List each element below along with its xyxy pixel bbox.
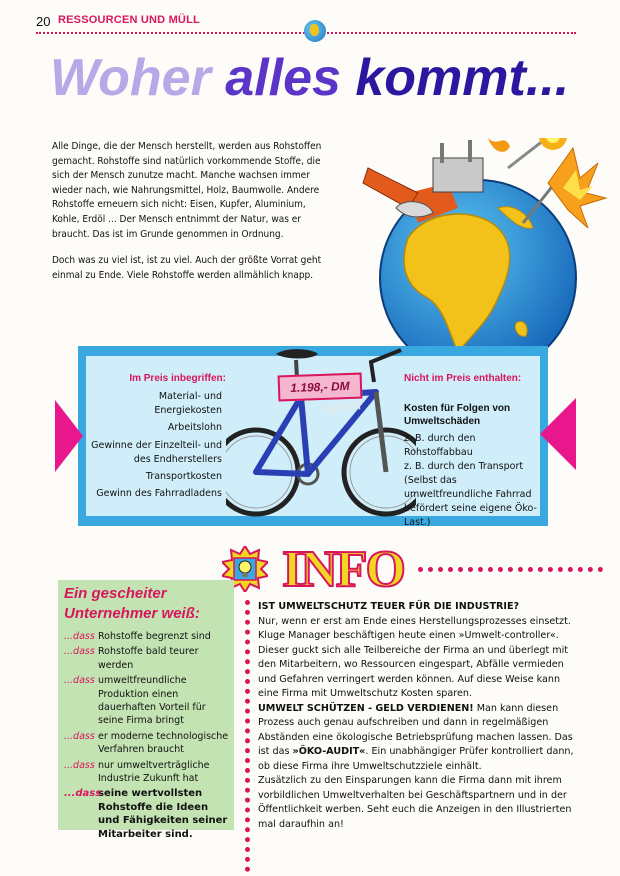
price-tag: 1.198,- DM [278, 373, 363, 402]
excluded-list [404, 432, 544, 530]
title-word-2: alles [225, 49, 341, 107]
list-prefix: ...dass [64, 730, 95, 742]
intro-paragraph-1: Alle Dinge, die der Mensch herstellt, werden aus Rohstoffen gemacht. Rohstoffe sind natürlich vorkommende Stoffe, die sich der Mensch zunutze macht. Manche wachsen immer wieder nach, wie Nahrungsmittel, Holz, Baumwolle. Andere Rohstoffe erneuern sich nicht: Eisen, Kupfer, Aluminium, Kohle, Erdöl ... Der Mensch entnimmt der Natur, was er braucht. Das ist im Grunde genommen in Ordnung. [52, 141, 322, 240]
included-item: Transportkosten [145, 471, 222, 483]
page-number: 20 [36, 14, 51, 29]
oeko-audit-term: »ÖKO-AUDIT« [292, 746, 366, 757]
page-header [36, 10, 586, 32]
intro-paragraph-2: Doch was zu viel ist, ist zu viel. Auch der größte Vorrat geht einmal zu Ende. Viele Rohstoffe werden allmählich knapp. [52, 255, 322, 281]
entrepreneur-list [64, 630, 232, 843]
title-word-1: Woher [50, 49, 211, 107]
info-text [258, 600, 574, 832]
info-paragraph-3: Zusätzlich zu den Einsparungen kann die Firma dann mit ihrem vorbildlichen Umweltverhalten bei Geschäftspartnern und in der Öffentlichkeit werben. Seht euch die Anzeigen in den Illustrierten mal daraufhin an! [258, 775, 572, 830]
excluded-subheading: Kosten für Folgen von Umweltschäden [404, 403, 511, 427]
included-item: Gewinne der Einzelteil- und des Endherstellers [91, 439, 222, 465]
bicycle-illustration [226, 342, 416, 522]
right-pointer-triangle [540, 398, 576, 470]
list-item: ...dass er moderne technologische Verfahren braucht [64, 730, 229, 756]
page-title [50, 48, 569, 108]
list-item: ...dass Rohstoffe bald teurer werden [64, 646, 199, 671]
info-vertical-dots [245, 600, 250, 872]
title-word-3: kommt [355, 49, 526, 107]
list-prefix: ...dass [64, 646, 95, 658]
title-ellipsis: ... [525, 49, 570, 107]
excluded-item: (Selbst das umweltfreundliche Fahrrad befördert seine eigene Öko-Last.) [404, 475, 537, 528]
included-heading: Im Preis inbegriffen: [129, 373, 226, 384]
list-item: ...dass nur umweltverträgliche Industrie Zukunft hat [64, 759, 210, 785]
left-pointer-triangle [55, 400, 83, 472]
excluded-heading: Nicht im Preis enthalten: [404, 373, 522, 384]
list-prefix: ...dass [64, 788, 102, 800]
included-item: Arbeitslohn [167, 422, 222, 434]
list-item: ...dass Rohstoffe begrenzt sind [64, 631, 211, 642]
included-list [90, 390, 222, 504]
entrepreneur-heading: Ein gescheiter Unternehmer weiß: [64, 585, 200, 622]
info-subheading-1: IST UMWELTSCHUTZ TEUER FÜR DIE INDUSTRIE? [258, 601, 520, 612]
included-item: Material- und Energiekosten [154, 391, 222, 417]
excluded-item: z. B. durch den Transport [404, 461, 524, 472]
list-item: ...dass seine wertvollsten Rohstoffe die Ideen und Fähigkeiten seiner Mitarbeiter sind. [64, 788, 228, 840]
intro-text [52, 140, 322, 295]
svg-text:SCOTT: SCOTT [324, 399, 364, 417]
list-prefix: ...dass [64, 675, 95, 687]
info-dotted-line [418, 567, 603, 572]
excluded-item: z. B. durch den Rohstoffabbau [404, 433, 476, 458]
list-item: ...dass umweltfreundliche Produktion einen dauerhaften Vorteil für seine Firma bringt [64, 675, 206, 727]
list-prefix: ...dass [64, 631, 95, 642]
included-item: Gewinn des Fahrradladens [96, 488, 222, 500]
info-paragraph-1: Nur, wenn er erst am Ende eines Herstellungsprozesses einsetzt. Kluge Manager beschäftigen heute einen »Umwelt-controller«. Dieser guckt sich alle Teilbereiche der Firma an und überlegt mit den Mitarbeitern, wo Ressourcen eingespart, Abfälle vermieden und Gefahren verringert werden können. Auf diese Weise kann eine Firma mit Umweltschutz Kosten sparen. [258, 615, 571, 699]
info-subheading-2: UMWELT SCHÜTZEN - GELD VERDIENEN! [258, 702, 474, 714]
info-heading: INFO [282, 541, 404, 598]
info-paragraph-2: UMWELT SCHÜTZEN - GELD VERDIENEN! Man kann diesen Prozess auch genau aufschreiben und dann in regelmäßigen Abständen eine ökologische Betriebsprüfung machen lassen. Das ist das »ÖKO-AUDIT«. Ein unabhängiger Prüfer kontrolliert dann, ob diese Firma ihre Umweltschutzziele einhält. [258, 702, 574, 772]
globe-icon [304, 20, 326, 42]
section-title: RESSOURCEN UND MÜLL [58, 14, 200, 26]
list-prefix: ...dass [64, 759, 95, 771]
